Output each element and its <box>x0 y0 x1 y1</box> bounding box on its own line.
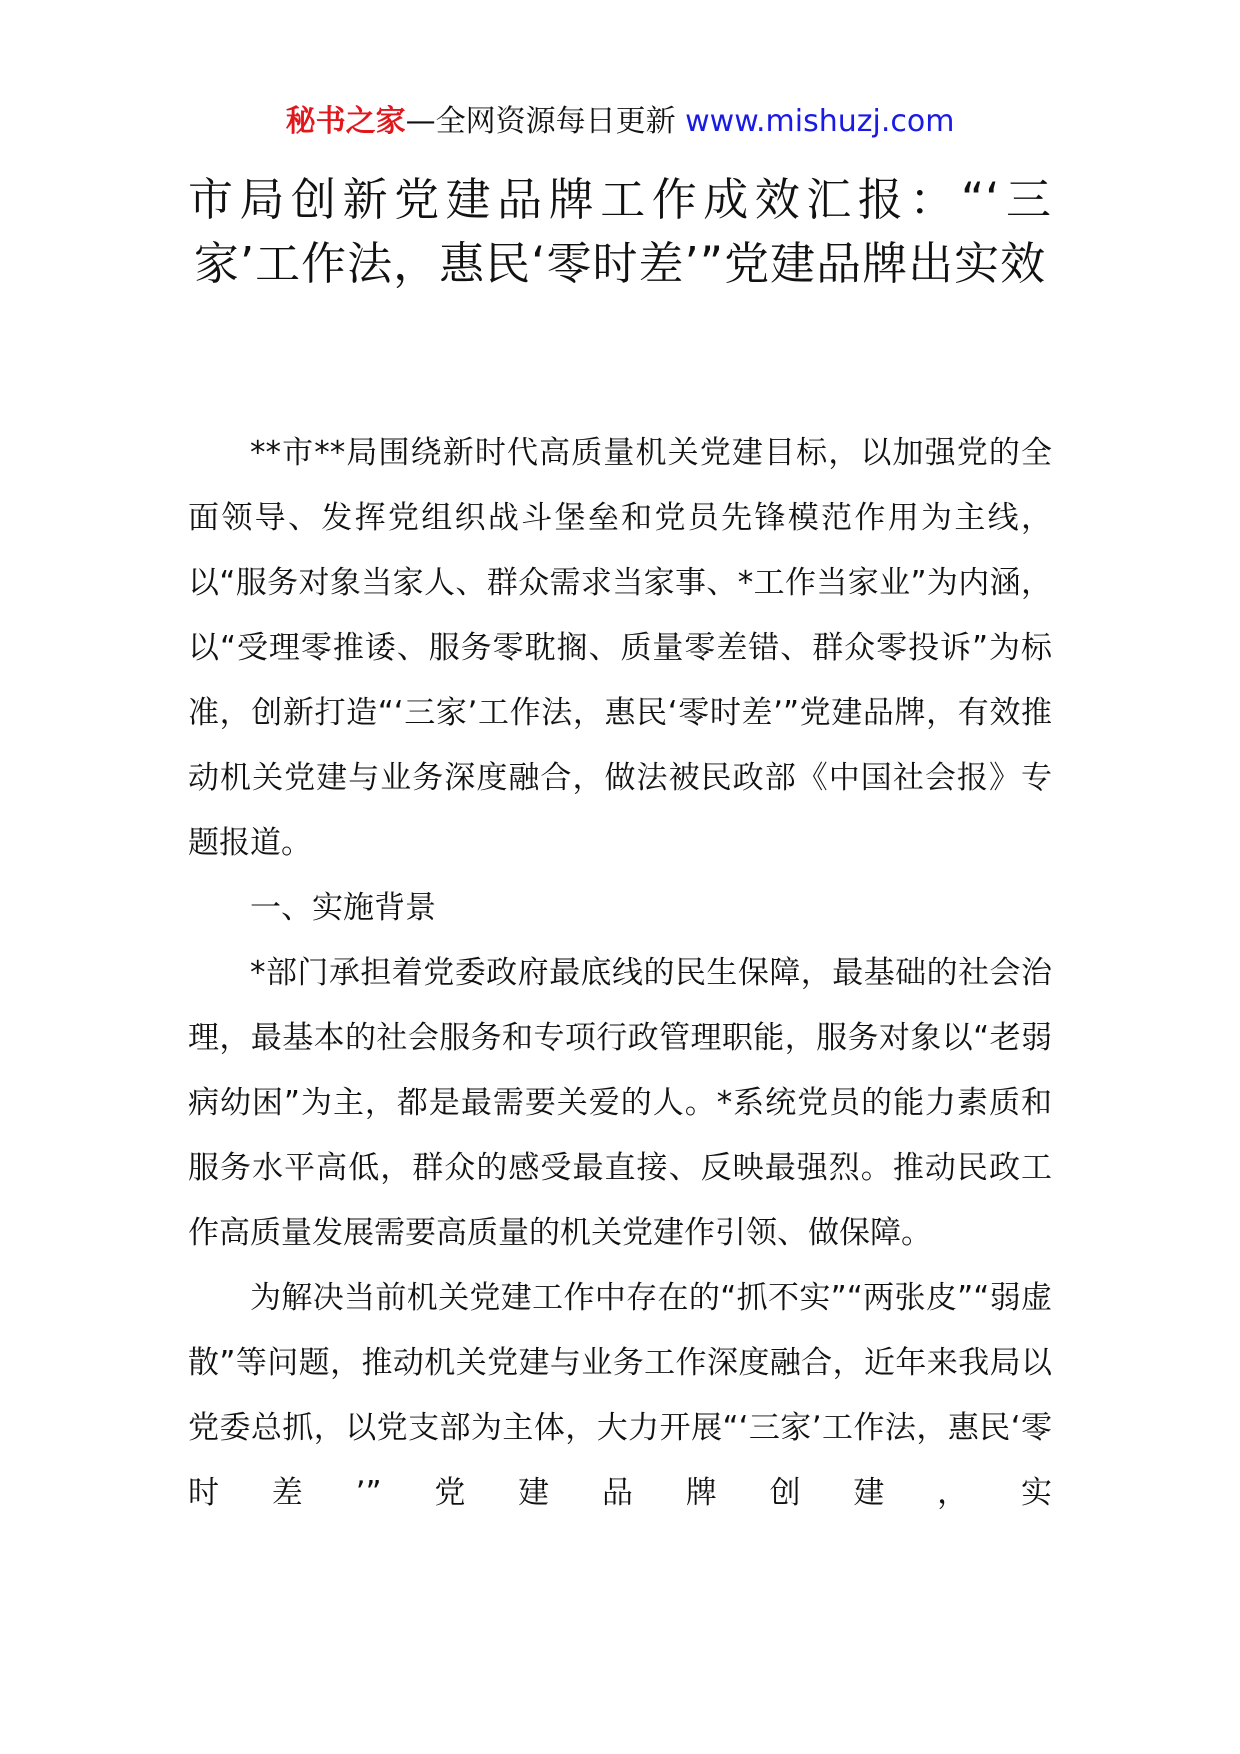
site-watermark-header <box>0 100 1240 144</box>
paragraph-problem: 为解决当前机关党建工作中存在的“抓不实”“两张皮”“弱虚散”等问题，推动机关党建与业务工作深度融合，近年来我局以党委总抓，以党支部为主体，大力开展“‘三家’工作法，惠民‘零时差’”党建品牌创建，实 <box>188 1280 1052 1511</box>
document-title: 市局创新党建品牌工作成效汇报：“‘三家’工作法，惠民‘零时差’”党建品牌出实效 <box>188 173 1052 290</box>
paragraph-intro: **市**局围绕新时代高质量机关党建目标，以加强党的全面领导、发挥党组织战斗堡垒和党员先锋模范作用为主线，以“服务对象当家人、群众需求当家事、*工作当家业”为内涵，以“受理零推诿、服务零耽搁、质量零差错、群众零投诉”为标准，创新打造“‘三家’工作法，惠民‘零时差’”党建品牌，有效推动机关党建与业务深度融合，做法被民政部《中国社会报》专题报道。 <box>188 435 1052 861</box>
site-tagline: —全网资源每日更新 <box>405 104 686 139</box>
document-body <box>188 421 1052 1526</box>
section-heading-background: 一、实施背景 <box>250 890 436 926</box>
paragraph-background: *部门承担着党委政府最底线的民生保障，最基础的社会治理，最基本的社会服务和专项行政管理职能，服务对象以“老弱病幼困”为主，都是最需要关爱的人。*系统党员的能力素质和服务水平高低，群众的感受最直接、反映最强烈。推动民政工作高质量发展需要高质量的机关党建作引领、做保障。 <box>188 955 1052 1251</box>
site-url-link[interactable]: www.mishuzj.com <box>685 104 955 139</box>
site-brand: 秘书之家 <box>285 104 406 139</box>
